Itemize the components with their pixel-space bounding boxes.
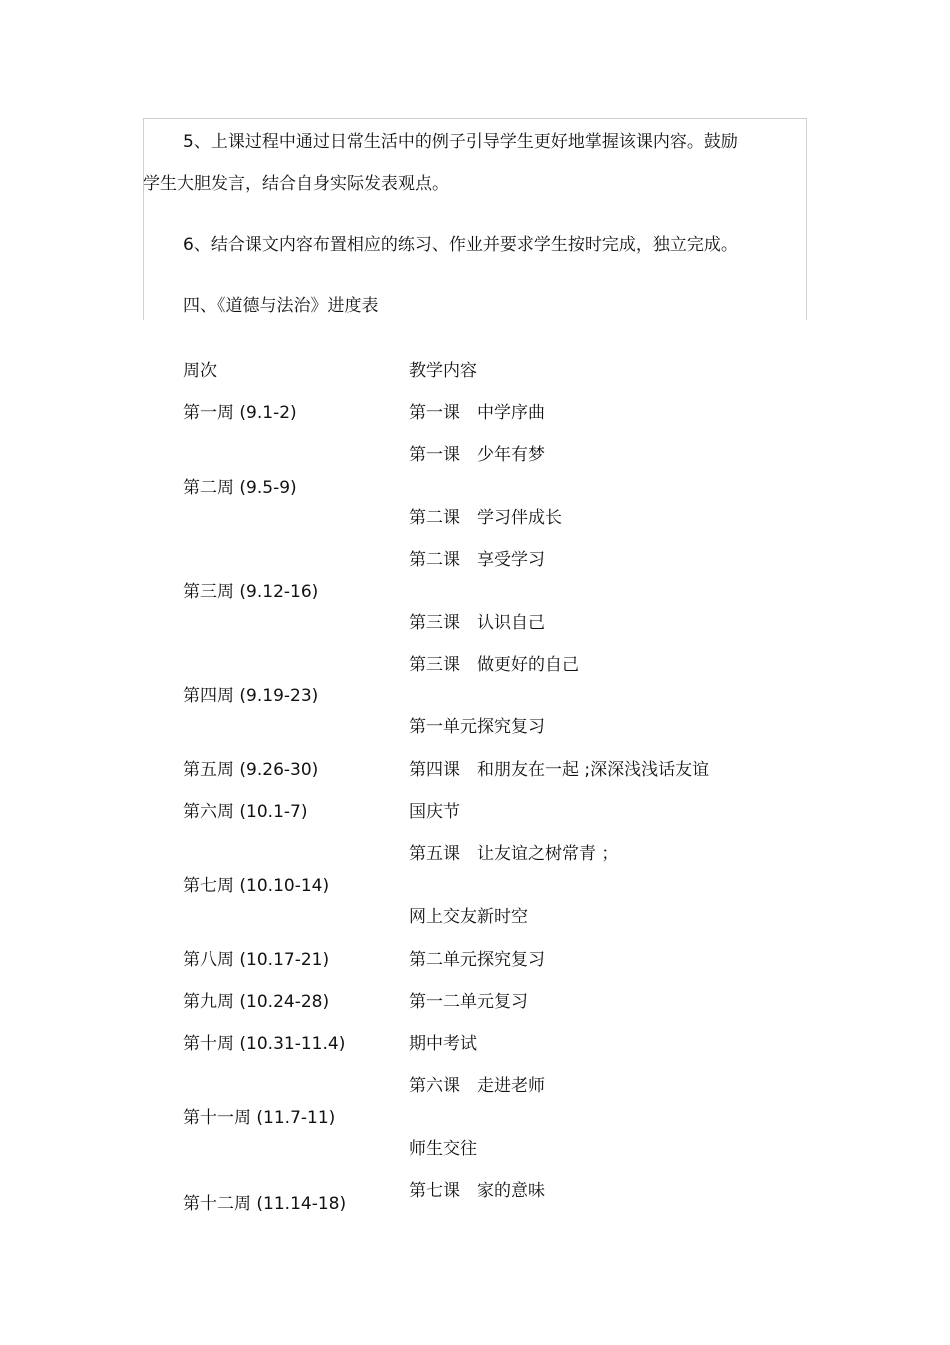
week-label: 第十二周 (11.14-18) [183, 1194, 347, 1214]
content-item: 第二课 享受学习 [409, 550, 545, 570]
item-5-line-1: 5、上课过程中通过日常生活中的例子引导学生更好地掌握该课内容。鼓励 [183, 132, 738, 152]
week-label: 第七周 (10.10-14) [183, 876, 330, 896]
content-item: 网上交友新时空 [409, 907, 528, 927]
week-label: 第九周 (10.24-28) [183, 992, 330, 1012]
content-item: 第三课 做更好的自己 [409, 655, 579, 675]
week-label: 第十一周 (11.7-11) [183, 1108, 336, 1128]
week-label: 第五周 (9.26-30) [183, 760, 319, 780]
week-label: 第三周 (9.12-16) [183, 582, 319, 602]
week-label: 第四周 (9.19-23) [183, 686, 319, 706]
week-label: 第二周 (9.5-9) [183, 478, 297, 498]
content-item: 第一课 少年有梦 [409, 445, 545, 465]
header-week: 周次 [183, 361, 217, 381]
week-label: 第六周 (10.1-7) [183, 802, 308, 822]
header-content: 教学内容 [409, 361, 477, 381]
content-item: 第一课 中学序曲 [409, 403, 545, 423]
content-item: 第七课 家的意味 [409, 1181, 545, 1201]
content-item: 第五课 让友谊之树常青 ； [409, 844, 619, 864]
content-item: 期中考试 [409, 1034, 477, 1054]
week-label: 第八周 (10.17-21) [183, 950, 330, 970]
content-item: 第一单元探究复习 [409, 717, 545, 737]
content-item: 第三课 认识自己 [409, 613, 545, 633]
week-label: 第十周 (10.31-11.4) [183, 1034, 346, 1054]
content-item: 第一二单元复习 [409, 992, 528, 1012]
item-6: 6、结合课文内容布置相应的练习、作业并要求学生按时完成，独立完成。 [183, 235, 738, 255]
content-item: 第六课 走进老师 [409, 1076, 545, 1096]
week-label: 第一周 (9.1-2) [183, 403, 297, 423]
content-item: 第二课 学习伴成长 [409, 508, 562, 528]
content-item: 第四课 和朋友在一起 ;深深浅浅话友谊 [409, 760, 710, 780]
content-item: 师生交往 [409, 1139, 477, 1159]
content-item: 国庆节 [409, 802, 460, 822]
section-heading: 四、《道德与法治》进度表 [183, 296, 379, 316]
content-item: 第二单元探究复习 [409, 950, 545, 970]
item-5-line-2: 学生大胆发言，结合自身实际发表观点。 [143, 174, 449, 194]
